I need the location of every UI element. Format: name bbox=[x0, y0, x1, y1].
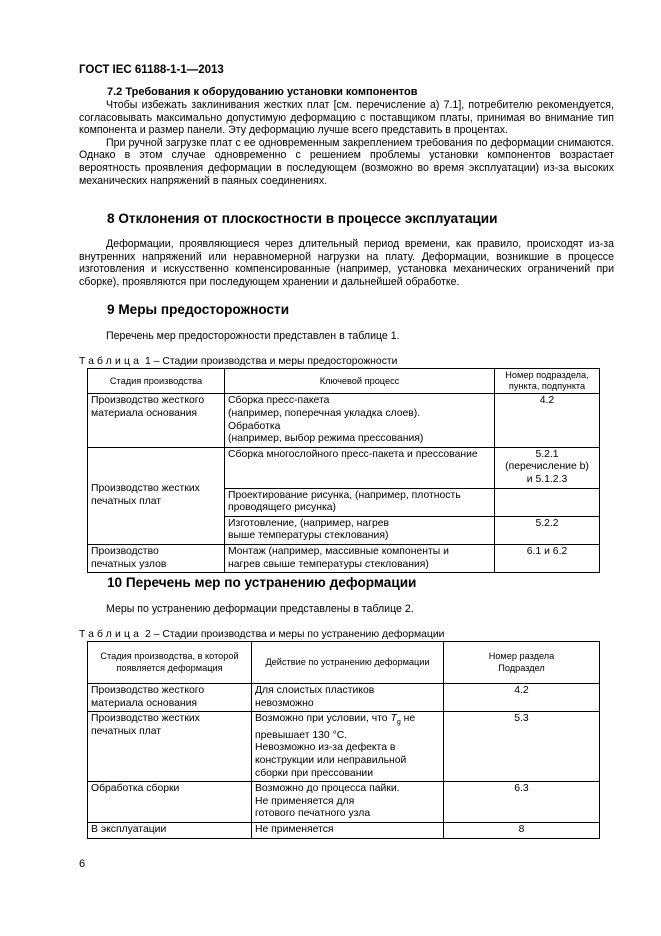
cell-line: Монтаж (например, массивные компоненты и bbox=[228, 545, 449, 557]
section-8-title: 8 Отклонения от плоскостности в процессе эксплуатации bbox=[107, 211, 498, 226]
header-cell: Стадия производства bbox=[88, 369, 225, 394]
cell-line: Для слоистых пластиков bbox=[255, 685, 375, 696]
cell-line: Производство bbox=[91, 545, 159, 557]
cell-line: 5.2.1 bbox=[535, 448, 559, 460]
header-cell: Действие по устранению деформации bbox=[252, 642, 444, 684]
table-cell: Производство жестких печатных плат bbox=[88, 447, 225, 544]
paragraph: При ручной загрузке плат с ее одновременным закреплением требования по деформации снимаются. Однако в этом случае одновременно с решением проблемы установки компонентов возрастает вероятность проявления деформации в последующем (возможно во время эксплуатации) из-за высоких механических напряжений в паяных соединениях. bbox=[79, 136, 614, 187]
table-cell: Обработка сборки bbox=[88, 782, 252, 823]
cell-line: (например, выбор режима прессования) bbox=[228, 433, 424, 445]
table-cell: 6.3 bbox=[444, 782, 600, 823]
table-1 bbox=[87, 368, 600, 573]
cell-line: (перечисление b) bbox=[505, 461, 589, 473]
table-cell: Сборка многослойного пресс-пакета и прессование bbox=[225, 447, 495, 488]
table-cell bbox=[88, 712, 252, 782]
table-row bbox=[88, 823, 600, 839]
table-cell: 5.3 bbox=[444, 712, 600, 782]
table-cell: Производство жесткого материала основания bbox=[88, 394, 225, 447]
header-cell bbox=[444, 642, 600, 684]
section-10-text bbox=[79, 603, 614, 616]
table-cell bbox=[225, 516, 495, 544]
table-row bbox=[88, 394, 600, 447]
cell-line: Номер раздела bbox=[488, 651, 555, 662]
cell-line: конструкции или неправильной bbox=[255, 755, 407, 767]
cell-line: Производство жестких bbox=[91, 713, 200, 725]
section-10-title: 10 Перечень мер по устранению деформации bbox=[107, 575, 417, 590]
table-cell: Проектирование рисунка, (например, плотность проводящего рисунка) bbox=[225, 488, 495, 516]
table-row bbox=[88, 712, 600, 782]
header-cell: Стадия производства, в которой появляется деформация bbox=[88, 642, 252, 684]
paragraph: Деформации, проявляющиеся через длительный период времени, как правило, происходят из-за внутренних напряжений или неравномерной нагрузки на плату. Деформации, возникшие в процессе изготовления и искусственно компенсированные (например, установка механических ограничений при сборке), проявляются при последующем хранении и дальнейшей обработке. bbox=[79, 238, 614, 288]
table-row bbox=[88, 684, 600, 712]
section-8-text bbox=[79, 238, 614, 288]
cell-line: Невозможно из-за дефекта в bbox=[255, 742, 396, 754]
caption-label: Таблица bbox=[79, 629, 143, 640]
cell-line: печатных плат bbox=[91, 725, 162, 737]
table-1-caption bbox=[79, 356, 397, 367]
table-row bbox=[88, 782, 600, 823]
caption-text: 2 – Стадии производства и меры по устранению деформации bbox=[142, 629, 445, 640]
table-header-row bbox=[88, 369, 600, 394]
cell-line: выше температуры стеклования) bbox=[228, 530, 389, 542]
text-run: не bbox=[400, 713, 416, 725]
section-9-title: 9 Меры предосторожности bbox=[107, 302, 290, 317]
cell-line bbox=[255, 713, 440, 730]
paragraph: Меры по устранению деформации представлены в таблице 2. bbox=[106, 603, 414, 615]
cell-line: Изготовление, (например, нагрев bbox=[228, 517, 390, 529]
paragraph: Чтобы избежать заклинивания жестких плат [см. перечисление а) 7.1], потребителю рекомендуется, согласовывать максимально допустимую деформацию с поставщиком платы, принимая во внимание тип компонента и размер панели. Эту деформацию лучше всего представить в процентах. bbox=[79, 99, 614, 137]
table-cell: Не применяется bbox=[252, 823, 444, 839]
table-cell bbox=[495, 447, 600, 488]
table-header-row bbox=[88, 642, 600, 684]
table-cell bbox=[225, 544, 495, 572]
table-cell: 5.2.2 bbox=[495, 516, 600, 544]
cell-line: нагрев свыше температуры стеклования) bbox=[228, 558, 429, 570]
table-cell: 4.2 bbox=[444, 684, 600, 712]
caption-label: Таблица bbox=[79, 356, 143, 367]
cell-line: (например, поперечная укладка слоев). bbox=[228, 408, 421, 419]
symbol-subscript: g bbox=[396, 719, 401, 727]
table-row bbox=[88, 447, 600, 488]
section-9-text bbox=[79, 330, 614, 343]
cell-line: Сборка пресс-пакета bbox=[228, 395, 330, 407]
cell-line: сборки при прессовании bbox=[255, 767, 374, 779]
cell-line: невозможно bbox=[255, 697, 314, 709]
table-cell bbox=[252, 684, 444, 712]
table-cell bbox=[88, 684, 252, 712]
cell-line: материала основания bbox=[91, 697, 198, 709]
table-cell: 8 bbox=[444, 823, 600, 839]
section-7-2-title: 7.2 Требования к оборудованию установки компонентов bbox=[107, 86, 418, 98]
table-cell bbox=[252, 782, 444, 823]
table-cell bbox=[225, 394, 495, 447]
symbol-t: T bbox=[390, 713, 397, 725]
table-cell: 4.2 bbox=[495, 394, 600, 447]
table-row bbox=[88, 544, 600, 572]
header-cell: Номер подраздела, пункта, подпункта bbox=[495, 369, 600, 394]
table-cell: 6.1 и 6.2 bbox=[495, 544, 600, 572]
table-2-caption bbox=[79, 629, 444, 640]
cell-line: Производство жесткого bbox=[91, 685, 205, 696]
table-2 bbox=[87, 641, 600, 839]
cell-line: Подраздел bbox=[498, 662, 545, 673]
cell-line: Обработка bbox=[228, 420, 281, 432]
cell-line: готового печатного узла bbox=[255, 808, 371, 820]
page-number: 6 bbox=[79, 858, 86, 870]
paragraph: Перечень мер предосторожности представлен в таблице 1. bbox=[106, 330, 400, 342]
cell-line: печатных узлов bbox=[91, 558, 167, 570]
cell-line: превышает 130 °С. bbox=[255, 729, 348, 741]
cell-line: Возможно до процесса пайки. bbox=[255, 783, 400, 795]
text-run: Возможно при условии, что bbox=[255, 713, 391, 725]
table-cell: В эксплуатации bbox=[88, 823, 252, 839]
cell-line: и 5.1.2.3 bbox=[526, 473, 568, 485]
table-cell bbox=[88, 544, 225, 572]
cell-line: Не применяется для bbox=[255, 795, 355, 807]
doc-code-header: ГОСТ IEC 61188-1-1—2013 bbox=[79, 64, 224, 76]
header-cell: Ключевой процесс bbox=[225, 369, 495, 394]
caption-text: 1 – Стадии производства и меры предосторожности bbox=[142, 356, 398, 367]
section-7-2-text bbox=[79, 99, 614, 187]
table-cell bbox=[252, 712, 444, 782]
table-cell bbox=[495, 488, 600, 516]
